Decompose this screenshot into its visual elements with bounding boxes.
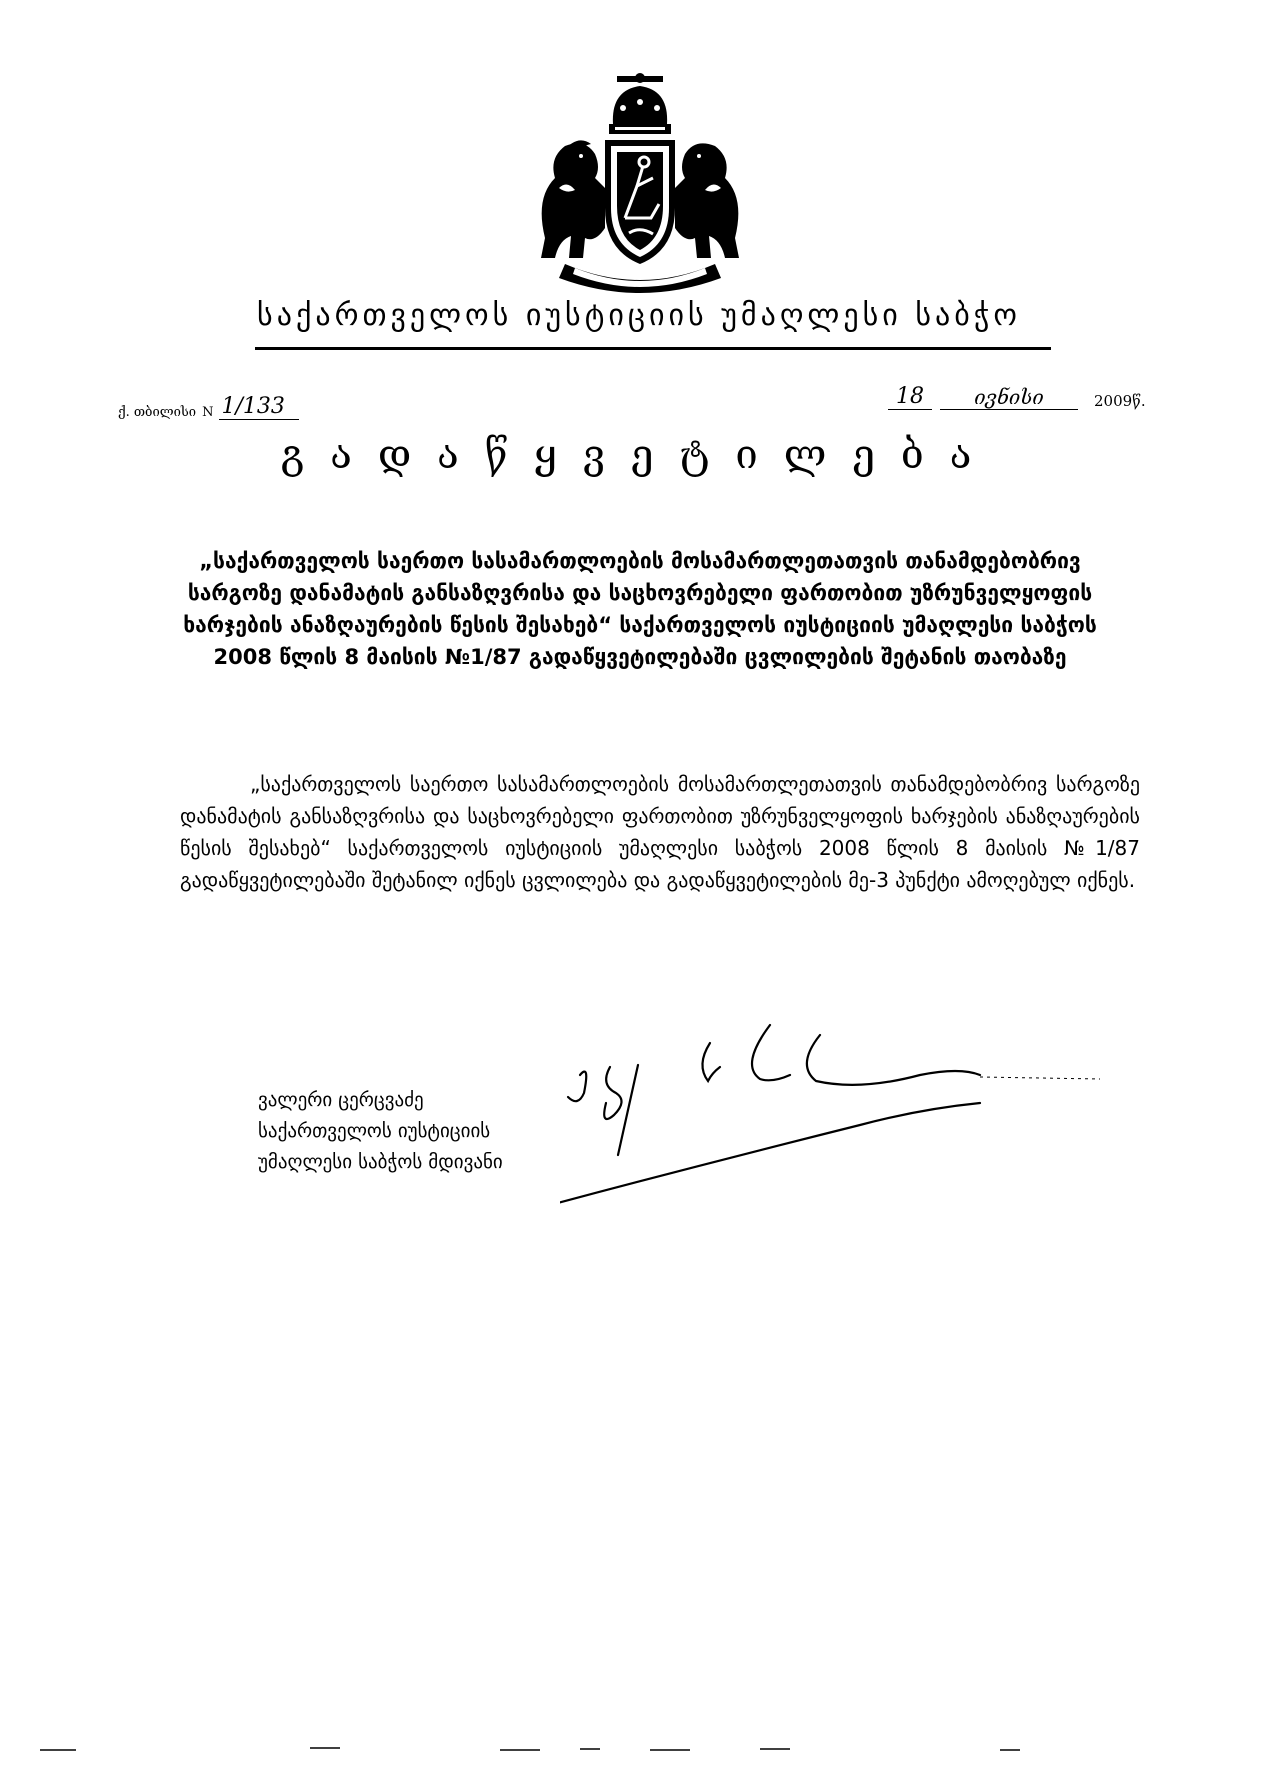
document-date xyxy=(888,384,1146,410)
signatory-title-line2: უმაღლესი საბჭოს მდივანი xyxy=(258,1151,503,1173)
handwritten-signature xyxy=(560,1005,1100,1225)
number-value: 1/133 xyxy=(219,394,299,420)
signatory-title-line1: საქართველოს იუსტიციის xyxy=(258,1120,491,1142)
document-type-heading: გადაწყვეტილება xyxy=(280,432,998,478)
date-day: 18 xyxy=(888,384,932,410)
coat-of-arms-icon xyxy=(525,68,755,298)
document-number xyxy=(118,394,299,420)
institution-title: საქართველოს იუსტიციის უმაღლესი საბჭო xyxy=(257,298,1021,333)
scan-edge-marks xyxy=(0,1730,1278,1770)
signatory-name: ვალერი ცერცვაძე xyxy=(258,1089,424,1111)
signatory-block xyxy=(258,1085,503,1178)
date-year: 2009წ. xyxy=(1094,392,1146,410)
decision-subject: „საქართველოს საერთო სასამართლოების მოსამართლეთათვის თანამდებობრივ სარგოზე დანამატის განსაზღვრისა და საცხოვრებელი ფართობით უზრუნველყოფის ხარჯების ანაზღაურების წესის შესახებ“ საქართველოს იუსტიციის უმაღლესი საბჭოს 2008 წლის 8 მაისის №1/87 გადაწყვეტილებაში ცვლილების შეტანის თაობაზე xyxy=(183,549,1097,669)
decision-body: „საქართველოს საერთო სასამართლოების მოსამართლეთათვის თანამდებობრივ სარგოზე დანამატის განსაზღვრისა და საცხოვრებელი ფართობით უზრუნველყოფის ხარჯების ანაზღაურების წესის შესახებ“ საქართველოს იუსტიციის უმაღლესი საბჭოს 2008 წლის 8 მაისის №1/87 გადაწყვეტილებაში შეტანილ იქნეს ცვლილება და გადაწყვეტილების მე-3 პუნქტი ამოღებულ იქნეს. xyxy=(180,772,1140,892)
number-label: N xyxy=(202,405,214,420)
header-divider xyxy=(255,347,1051,350)
date-month: ივნისი xyxy=(940,385,1078,410)
city-label: ქ. თბილისი xyxy=(118,405,197,420)
